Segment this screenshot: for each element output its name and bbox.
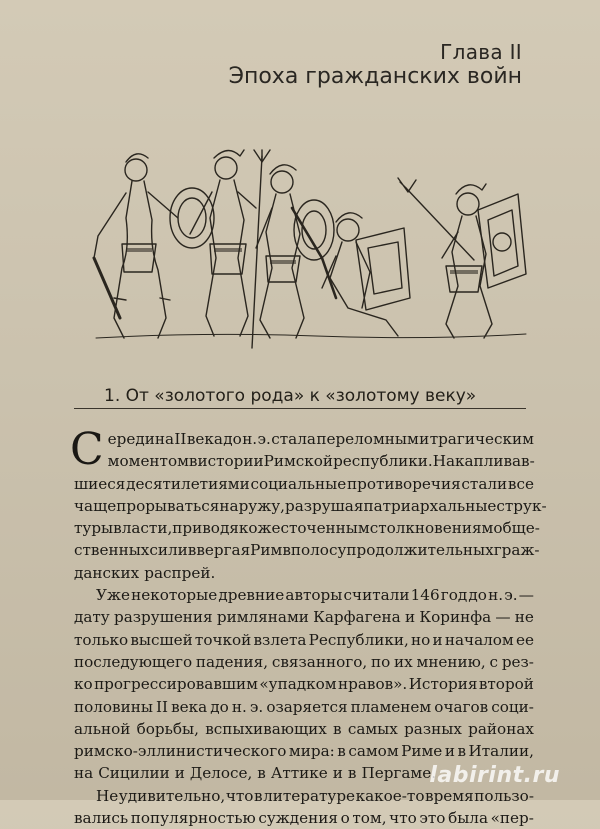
text-line: дату разрушения римлянами Карфагена и Коринфа — не xyxy=(74,608,534,627)
paragraph-3 xyxy=(74,785,534,829)
paragraph-2 xyxy=(74,584,534,785)
text-line: туры власти, приводя к ожесточенным столкновениям обще- xyxy=(74,519,540,538)
text-line: ко прогрессировавшим «упадком нравов». История второй xyxy=(74,675,534,694)
text-line: половины II века до н. э. озаряется пламенем очагов соци- xyxy=(74,697,534,716)
site-watermark: labirint.ru xyxy=(429,763,560,788)
text-line: римско-эллинистического мира: в самом Риме и в Италии, xyxy=(74,742,534,761)
text-line: ередина II века до н. э. стала переломным и трагическим xyxy=(107,430,534,448)
text-line: вались популярностью суждения о том, что это была «пер- xyxy=(74,809,534,828)
chapter-title: Эпоха гражданских войн xyxy=(228,64,522,89)
gladiators-engraving-icon xyxy=(86,148,534,358)
text-line: альной борьбы, вспыхивающих в самых разных районах xyxy=(74,719,534,738)
paragraph-1 xyxy=(70,424,547,584)
text-line: чаще прорываться наружу, разрушая патриархальные струк- xyxy=(74,496,547,515)
text-line: данских распрей. xyxy=(74,563,216,582)
text-line: на Сицилии и Делосе, в Аттике и в Пергаме. xyxy=(74,764,437,783)
text-line: ственных сил и ввергая Рим в полосу продолжительных граж- xyxy=(74,541,540,560)
text-line: Не удивительно, что в литературе какое-то время пользо- xyxy=(96,786,534,805)
chapter-label: Глава II xyxy=(440,40,522,64)
section-rule xyxy=(74,408,526,409)
text-line: шиеся десятилетиями социальные противоречия стали все xyxy=(74,474,534,493)
text-line: моментом в истории Римской республики. Накапливав- xyxy=(107,452,535,471)
section-title: 1. От «золотого рода» к «золотому веку» xyxy=(104,386,477,406)
text-line: Уже некоторые древние авторы считали 146 год до н. э. — xyxy=(96,586,534,605)
text-line: только высшей точкой взлета Республики, но и началом ее xyxy=(74,630,534,649)
drop-cap: С xyxy=(70,424,104,475)
text-line: последующего падения, связанного, по их мнению, с рез- xyxy=(74,652,534,671)
